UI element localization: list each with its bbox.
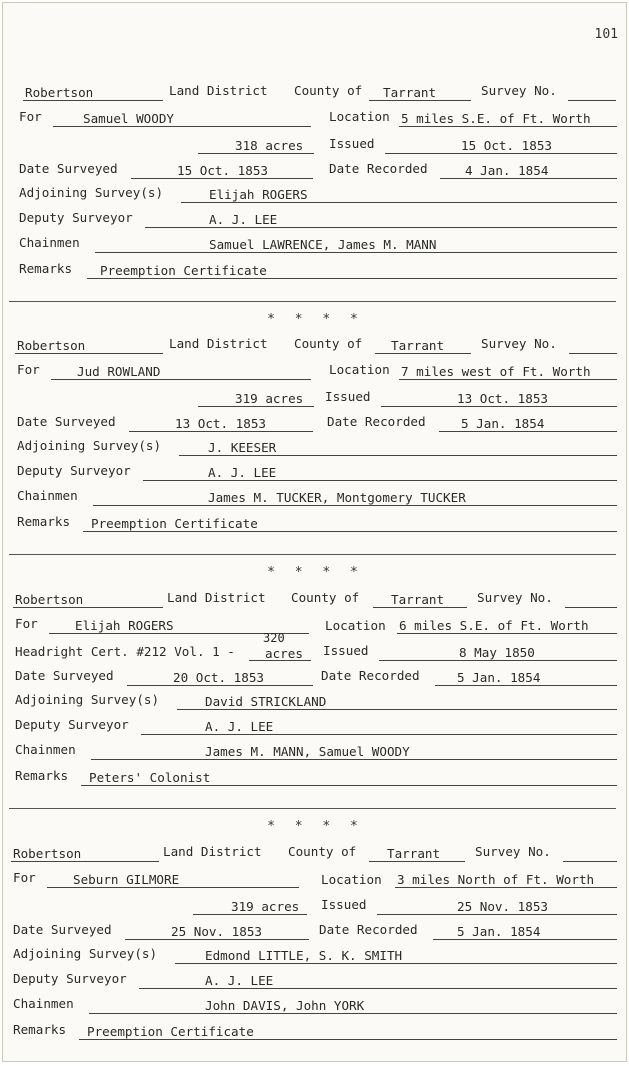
- county-underline: [375, 353, 471, 354]
- county-value: Tarrant: [387, 846, 441, 861]
- date-surveyed-label: Date Surveyed: [15, 668, 114, 683]
- date-recorded-value: 4 Jan. 1854: [465, 163, 549, 178]
- district-underline: [13, 607, 163, 608]
- survey-record-3: [3, 590, 627, 820]
- deputy-value: A. J. LEE: [208, 465, 277, 480]
- remarks-label: Remarks: [19, 261, 73, 276]
- survey-no-underline: [568, 100, 616, 101]
- remarks-value: Preemption Certificate: [87, 1024, 254, 1039]
- remarks-value: Preemption Certificate: [100, 263, 267, 278]
- issued-value: 25 Nov. 1853: [457, 899, 548, 914]
- location-value: 5 miles S.E. of Ft. Worth: [401, 111, 591, 126]
- remarks-label: Remarks: [13, 1022, 67, 1037]
- county-underline: [373, 607, 467, 608]
- issued-value: 13 Oct. 1853: [457, 391, 548, 406]
- issued-underline: [381, 406, 617, 407]
- date-surveyed-underline: [125, 939, 309, 940]
- separator-stars: * * * *: [267, 312, 364, 327]
- date-surveyed-value: 20 Oct. 1853: [173, 670, 264, 685]
- for-label: For: [17, 362, 40, 377]
- district-value: Robertson: [25, 85, 94, 100]
- deputy-value: A. J. LEE: [205, 973, 274, 988]
- issued-label: Issued: [329, 136, 375, 151]
- deputy-label: Deputy Surveyor: [13, 971, 127, 986]
- adjoining-value: David STRICKLAND: [205, 694, 327, 709]
- date-surveyed-value: 13 Oct. 1853: [175, 416, 266, 431]
- survey-record-4: [3, 844, 627, 1062]
- adjoining-underline: [175, 963, 617, 964]
- adjoining-label: Adjoining Survey(s): [15, 692, 160, 707]
- county-underline: [369, 100, 471, 101]
- date-surveyed-label: Date Surveyed: [19, 161, 118, 176]
- survey-no-label: Survey No.: [475, 844, 551, 859]
- deputy-underline: [141, 734, 617, 735]
- deputy-label: Deputy Surveyor: [17, 463, 131, 478]
- remarks-value: Peters' Colonist: [89, 770, 211, 785]
- district-value: Robertson: [15, 592, 84, 607]
- remarks-underline: [83, 531, 617, 532]
- acres-value: 319 acres: [231, 899, 300, 914]
- chainmen-underline: [89, 1013, 617, 1014]
- for-value: Seburn GILMORE: [73, 872, 180, 887]
- location-underline: [397, 633, 617, 634]
- location-label: Location: [329, 362, 390, 377]
- district-underline: [11, 861, 159, 862]
- issued-label: Issued: [325, 389, 371, 404]
- location-underline: [399, 379, 617, 380]
- deputy-underline: [145, 227, 617, 228]
- headright-label: Headright Cert. #212 Vol. 1 -: [15, 644, 235, 659]
- remarks-label: Remarks: [15, 768, 69, 783]
- county-of-label: County of: [294, 336, 363, 351]
- acres-underline: [198, 153, 314, 154]
- issued-underline: [385, 153, 617, 154]
- deputy-underline: [139, 988, 617, 989]
- date-surveyed-underline: [131, 178, 313, 179]
- county-value: Tarrant: [391, 338, 445, 353]
- adjoining-underline: [181, 202, 617, 203]
- chainmen-value: John DAVIS, John YORK: [205, 998, 365, 1013]
- date-recorded-underline: [439, 431, 617, 432]
- date-recorded-label: Date Recorded: [321, 668, 420, 683]
- remarks-value: Preemption Certificate: [91, 516, 258, 531]
- date-surveyed-label: Date Surveyed: [13, 922, 112, 937]
- for-underline: [51, 379, 311, 380]
- adjoining-value: J. KEESER: [208, 440, 277, 455]
- acres-underline: [198, 406, 314, 407]
- adjoining-value: Edmond LITTLE, S. K. SMITH: [205, 948, 403, 963]
- issued-value: 15 Oct. 1853: [461, 138, 552, 153]
- location-value: 7 miles west of Ft. Worth: [401, 364, 591, 379]
- county-underline: [369, 861, 465, 862]
- chainmen-label: Chainmen: [19, 235, 80, 250]
- county-value: Tarrant: [391, 592, 445, 607]
- for-value: Elijah ROGERS: [75, 618, 174, 633]
- remarks-underline: [79, 1039, 617, 1040]
- survey-no-label: Survey No.: [481, 83, 557, 98]
- acres-value: acres: [265, 646, 303, 661]
- acres-value: 319 acres: [235, 391, 304, 406]
- land-district-label: Land District: [167, 590, 266, 605]
- date-recorded-underline: [435, 685, 617, 686]
- remarks-label: Remarks: [17, 514, 71, 529]
- record-separator-line: [9, 808, 616, 809]
- remarks-underline: [87, 278, 617, 279]
- location-label: Location: [321, 872, 382, 887]
- acres-number: 320: [263, 631, 285, 645]
- date-surveyed-underline: [129, 431, 313, 432]
- issued-value: 8 May 1850: [459, 645, 535, 660]
- survey-record-1: [3, 83, 627, 313]
- separator-stars: * * * *: [267, 565, 364, 580]
- deputy-label: Deputy Surveyor: [15, 717, 129, 732]
- location-value: 3 miles North of Ft. Worth: [397, 872, 595, 887]
- date-recorded-label: Date Recorded: [327, 414, 426, 429]
- chainmen-underline: [93, 505, 617, 506]
- adjoining-underline: [177, 709, 617, 710]
- location-underline: [395, 887, 617, 888]
- land-district-label: Land District: [163, 844, 262, 859]
- survey-record-2: [3, 336, 627, 566]
- date-recorded-value: 5 Jan. 1854: [457, 924, 541, 939]
- survey-no-underline: [563, 861, 617, 862]
- survey-no-label: Survey No.: [481, 336, 557, 351]
- date-surveyed-value: 25 Nov. 1853: [171, 924, 262, 939]
- adjoining-label: Adjoining Survey(s): [19, 185, 164, 200]
- location-label: Location: [329, 109, 390, 124]
- date-recorded-label: Date Recorded: [319, 922, 418, 937]
- location-label: Location: [325, 618, 386, 633]
- record-separator-line: [9, 554, 616, 555]
- date-surveyed-label: Date Surveyed: [17, 414, 116, 429]
- date-recorded-value: 5 Jan. 1854: [457, 670, 541, 685]
- deputy-label: Deputy Surveyor: [19, 210, 133, 225]
- date-surveyed-underline: [127, 685, 313, 686]
- adjoining-value: Elijah ROGERS: [209, 187, 308, 202]
- county-of-label: County of: [291, 590, 360, 605]
- chainmen-underline: [91, 759, 617, 760]
- date-surveyed-value: 15 Oct. 1853: [177, 163, 268, 178]
- issued-label: Issued: [321, 897, 367, 912]
- adjoining-label: Adjoining Survey(s): [13, 946, 158, 961]
- chainmen-label: Chainmen: [15, 742, 76, 757]
- issued-underline: [377, 914, 617, 915]
- remarks-underline: [81, 785, 617, 786]
- survey-no-underline: [565, 607, 617, 608]
- deputy-value: A. J. LEE: [209, 212, 278, 227]
- land-district-label: Land District: [169, 83, 268, 98]
- page-number: 101: [594, 27, 618, 42]
- district-underline: [23, 100, 163, 101]
- survey-no-label: Survey No.: [477, 590, 553, 605]
- survey-no-underline: [569, 353, 617, 354]
- district-value: Robertson: [13, 846, 82, 861]
- chainmen-value: James M. MANN, Samuel WOODY: [205, 744, 410, 759]
- chainmen-label: Chainmen: [13, 996, 74, 1011]
- for-label: For: [15, 616, 38, 631]
- date-recorded-label: Date Recorded: [329, 161, 428, 176]
- deputy-underline: [143, 480, 617, 481]
- chainmen-label: Chainmen: [17, 488, 78, 503]
- chainmen-value: James M. TUCKER, Montgomery TUCKER: [208, 490, 466, 505]
- for-label: For: [19, 109, 42, 124]
- deputy-value: A. J. LEE: [205, 719, 274, 734]
- document-page: [2, 2, 627, 1062]
- date-recorded-underline: [433, 939, 617, 940]
- chainmen-underline: [95, 252, 617, 253]
- separator-stars: * * * *: [267, 819, 364, 834]
- date-recorded-value: 5 Jan. 1854: [461, 416, 545, 431]
- location-underline: [399, 126, 617, 127]
- location-value: 6 miles S.E. of Ft. Worth: [399, 618, 589, 633]
- issued-label: Issued: [323, 643, 369, 658]
- adjoining-label: Adjoining Survey(s): [17, 438, 162, 453]
- adjoining-underline: [179, 455, 617, 456]
- district-value: Robertson: [17, 338, 86, 353]
- record-separator-line: [9, 301, 616, 302]
- county-of-label: County of: [288, 844, 357, 859]
- county-of-label: County of: [294, 83, 363, 98]
- acres-underline: [193, 914, 307, 915]
- acres-underline: [249, 660, 311, 661]
- chainmen-value: Samuel LAWRENCE, James M. MANN: [209, 237, 437, 252]
- land-district-label: Land District: [169, 336, 268, 351]
- acres-value: 318 acres: [235, 138, 304, 153]
- date-recorded-underline: [440, 178, 617, 179]
- for-underline: [47, 887, 299, 888]
- district-underline: [15, 353, 163, 354]
- for-value: Samuel WOODY: [83, 111, 174, 126]
- county-value: Tarrant: [383, 85, 437, 100]
- issued-underline: [379, 660, 617, 661]
- for-underline: [53, 126, 311, 127]
- for-value: Jud ROWLAND: [77, 364, 161, 379]
- for-label: For: [13, 870, 36, 885]
